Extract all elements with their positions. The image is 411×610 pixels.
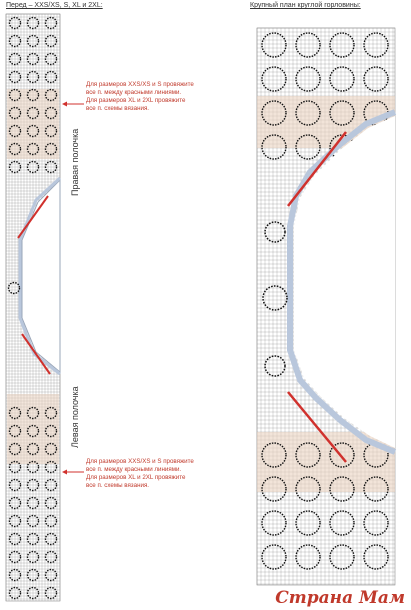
note-top [86, 81, 236, 113]
label-left-shelf: Левая полочка [70, 386, 80, 448]
note-top-line-1: Для размеров XXS/XS и S провяжите [86, 81, 194, 88]
note-top-line-3: Для размеров XL и 2XL провяжите [86, 97, 186, 104]
watermark-logo: Страна Мам [275, 588, 405, 608]
arrow-bottom-head [62, 470, 67, 475]
note-bottom [86, 458, 236, 490]
note-bottom-line-2: все п. между красными линиями. [86, 466, 182, 473]
right-chart-title: Крупный план круглой горловины: [250, 2, 361, 9]
note-top-line-4: все п. схемы вязания. [86, 105, 150, 112]
left-chart-title: Перед – XXS/XS, S, XL и 2XL: [6, 2, 103, 9]
note-top-line-2: все п. между красными линиями. [86, 89, 182, 96]
left-shade-band [7, 89, 59, 159]
note-bottom-line-3: Для размеров XL и 2XL провяжите [86, 474, 186, 481]
note-bottom-line-1: Для размеров XXS/XS и S провяжите [86, 458, 194, 465]
label-right-shelf: Правая полочка [70, 128, 80, 196]
left-shade-band [7, 394, 59, 464]
note-bottom-line-4: все п. схемы вязания. [86, 482, 150, 489]
arrow-top-head [62, 102, 67, 107]
